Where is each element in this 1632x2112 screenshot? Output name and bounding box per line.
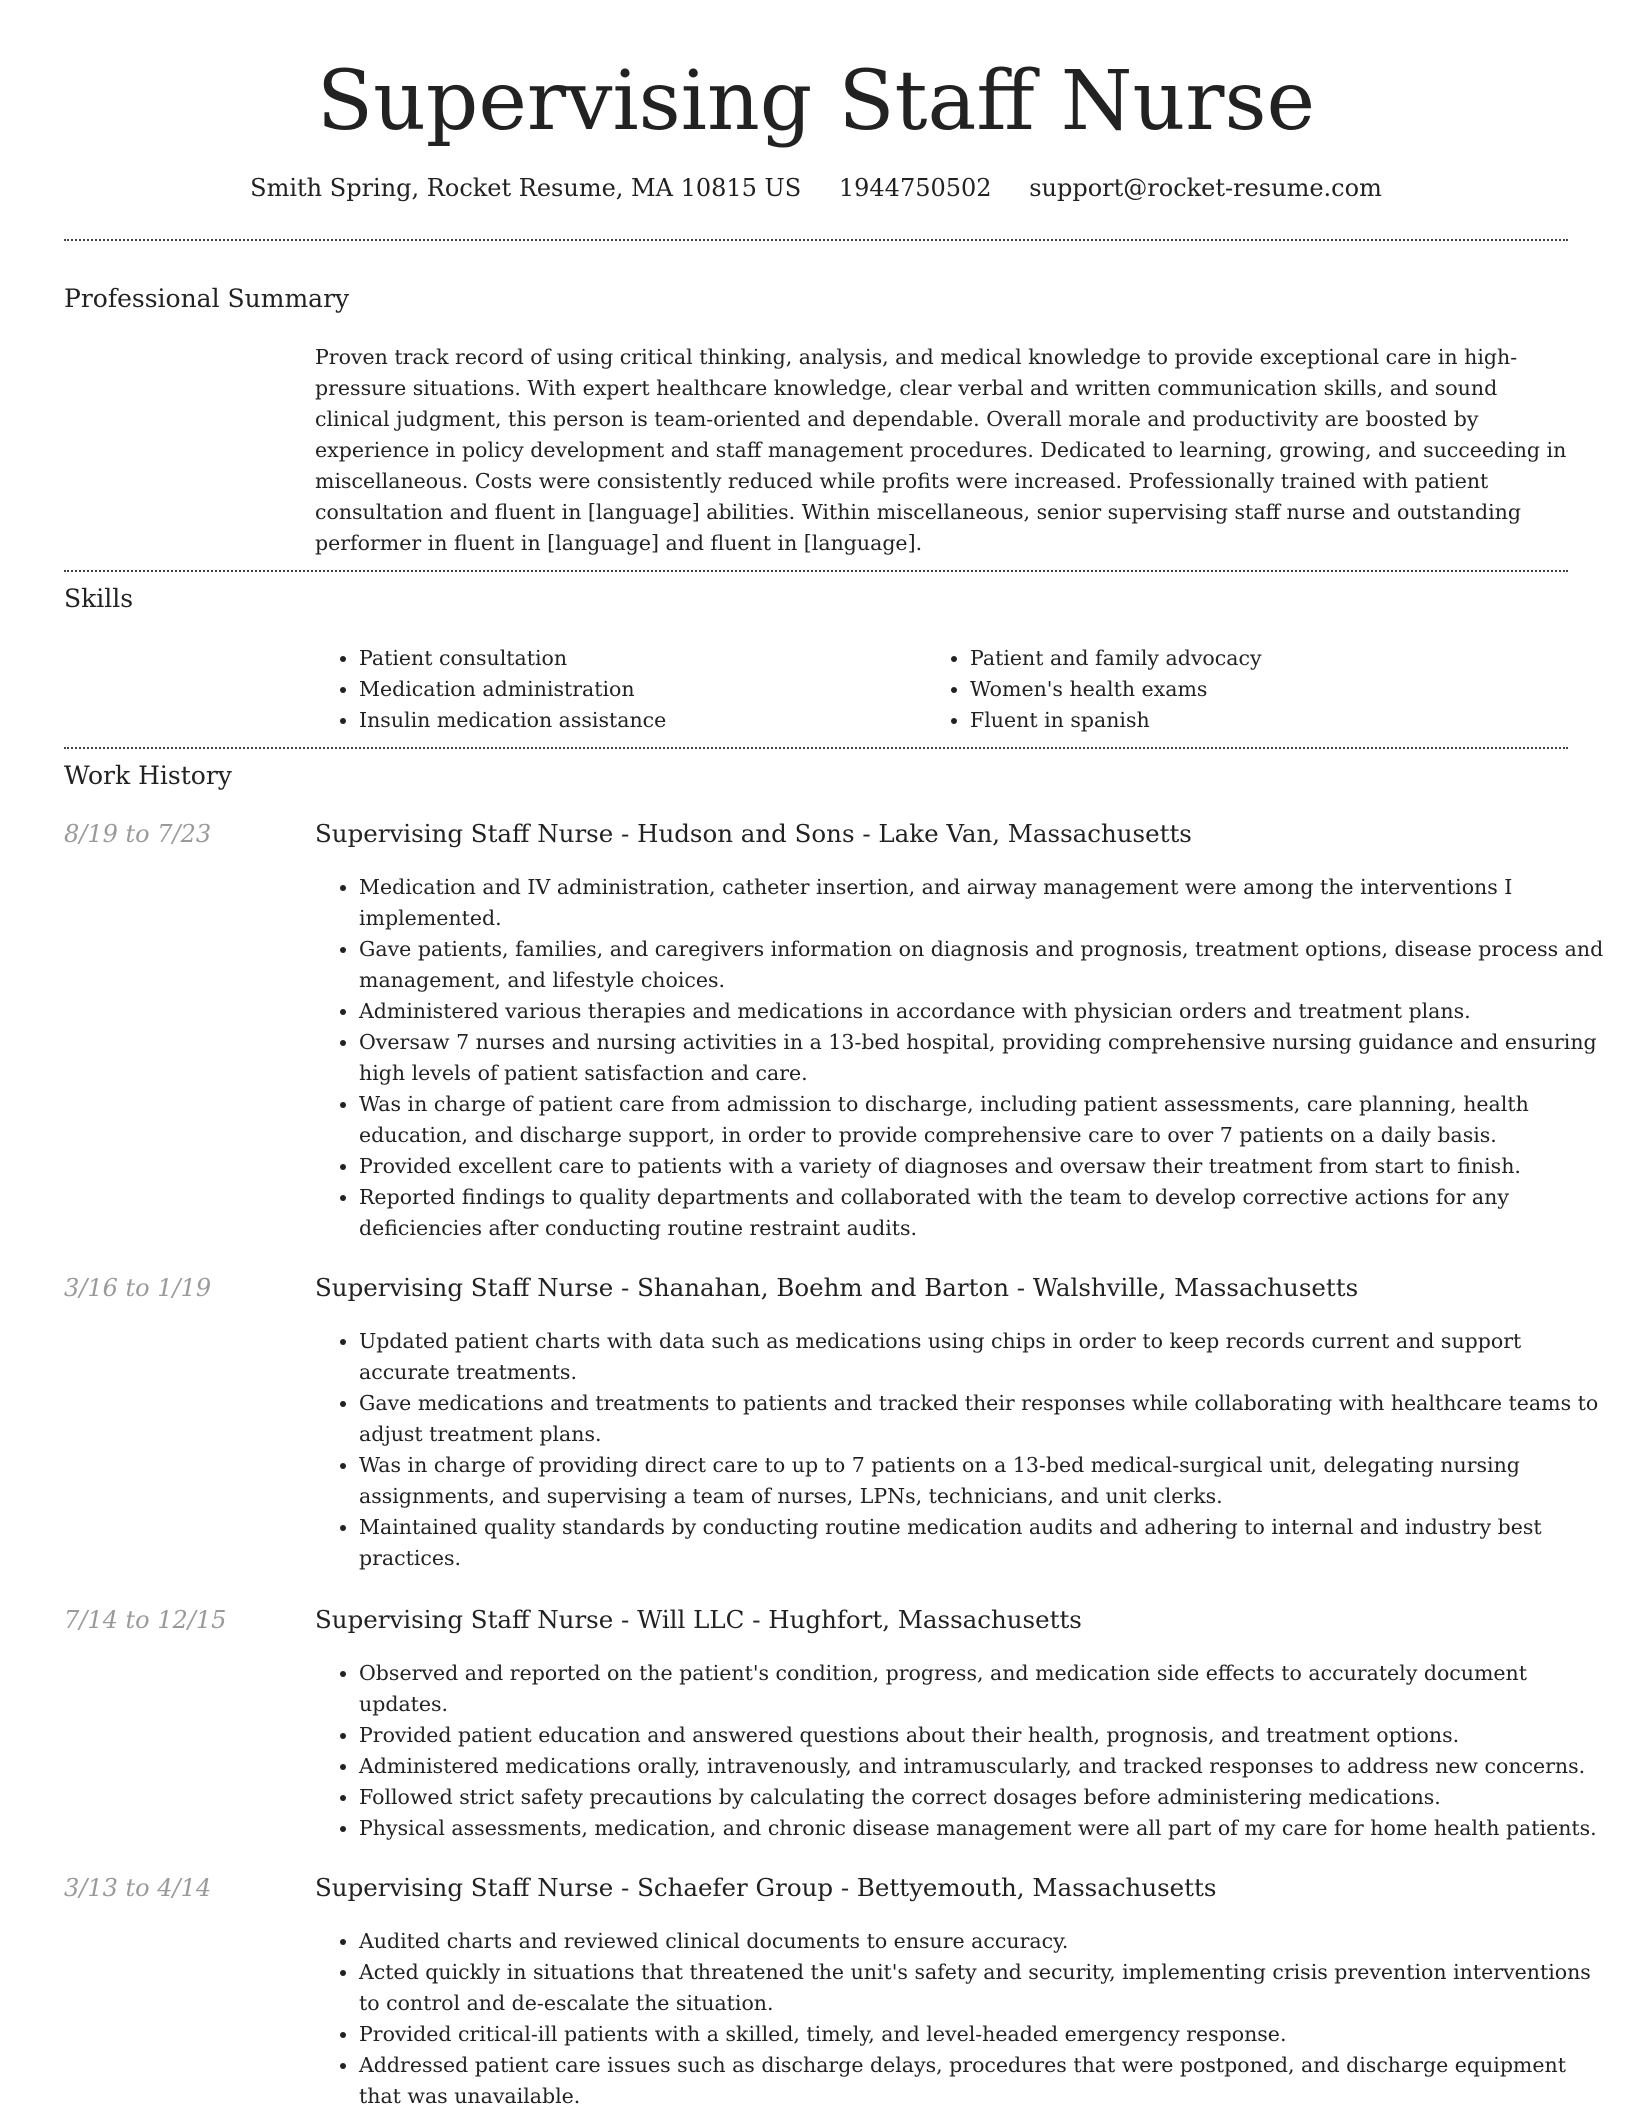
- job-title: Supervising Staff Nurse - Will LLC - Hughfort, Massachusetts: [315, 1605, 1082, 1634]
- job-bullet: • Provided critical-ill patients with a skilled, timely, and level-headed emergency response.: [359, 2019, 1614, 2050]
- job-bullet: • Reported findings to quality departments and collaborated with the team to develop corrective actions for any deficiencies after conducting routine restraint audits.: [359, 1182, 1614, 1244]
- job-bullet: • Observed and reported on the patient's condition, progress, and medication side effects to accurately document updates.: [359, 1658, 1614, 1720]
- job-bullet: • Provided patient education and answered questions about their health, prognosis, and treatment options.: [359, 1720, 1614, 1751]
- skills-list-left: [315, 643, 919, 736]
- contact-phone: 1944750502: [838, 174, 992, 202]
- skill-item: • Medication administration: [359, 674, 919, 705]
- section-title-summary: Professional Summary: [64, 284, 350, 313]
- skill-item: • Women's health exams: [970, 674, 1610, 705]
- skill-item: • Fluent in spanish: [970, 705, 1610, 736]
- divider: [64, 239, 1568, 241]
- skill-item: • Patient consultation: [359, 643, 919, 674]
- job-bullet: • Administered medications orally, intravenously, and intramuscularly, and tracked responses to address new concerns.: [359, 1751, 1614, 1782]
- job-bullet: • Administered various therapies and medications in accordance with physician orders and treatment plans.: [359, 996, 1614, 1027]
- job-bullets: [315, 1926, 1614, 2112]
- contact-address: Smith Spring, Rocket Resume, MA 10815 US: [250, 174, 802, 202]
- job-bullet: • Gave patients, families, and caregivers information on diagnosis and prognosis, treatment options, disease process and management, and lifestyle choices.: [359, 934, 1614, 996]
- job-bullet: • Audited charts and reviewed clinical documents to ensure accuracy.: [359, 1926, 1614, 1957]
- job-bullet: • Medication and IV administration, catheter insertion, and airway management were among the interventions I implemented.: [359, 872, 1614, 934]
- section-title-skills: Skills: [64, 584, 134, 613]
- job-bullet: • Updated patient charts with data such as medications using chips in order to keep records current and support accurate treatments.: [359, 1326, 1614, 1388]
- job-bullets: [315, 1658, 1614, 1844]
- divider: [64, 570, 1568, 572]
- job-bullet: • Acted quickly in situations that threatened the unit's safety and security, implementing crisis prevention interventions to control and de-escalate the situation.: [359, 1957, 1614, 2019]
- section-title-work-history: Work History: [64, 761, 232, 790]
- contact-line: [0, 170, 1632, 206]
- job-bullets: [315, 872, 1614, 1244]
- skills-list-right: [926, 643, 1610, 736]
- job-bullet: • Addressed patient care issues such as discharge delays, procedures that were postponed, and discharge equipment that was unavailable.: [359, 2050, 1614, 2112]
- job-bullet: • Maintained quality standards by conducting routine medication audits and adhering to internal and industry best practices.: [359, 1512, 1614, 1574]
- job-bullet: • Was in charge of patient care from admission to discharge, including patient assessments, care planning, health education, and discharge support, in order to provide comprehensive care to over 7 patients on a daily basis.: [359, 1089, 1614, 1151]
- contact-email: support@rocket-resume.com: [1029, 174, 1382, 202]
- job-dates: 8/19 to 7/23: [64, 820, 212, 848]
- job-title: Supervising Staff Nurse - Hudson and Sons - Lake Van, Massachusetts: [315, 819, 1192, 848]
- job-bullet: • Physical assessments, medication, and chronic disease management were all part of my care for home health patients.: [359, 1813, 1614, 1844]
- job-title: Supervising Staff Nurse - Shanahan, Boehm and Barton - Walshville, Massachusetts: [315, 1273, 1359, 1302]
- job-dates: 3/16 to 1/19: [64, 1274, 212, 1302]
- summary-text: Proven track record of using critical thinking, analysis, and medical knowledge to provide exceptional care in high-pressure situations. With expert healthcare knowledge, clear verbal and written communication skills, and sound clinical judgment, this person is team-oriented and dependable. Overall morale and productivity are boosted by experience in policy development and staff management procedures. Dedicated to learning, growing, and succeeding in miscellaneous. Costs were consistently reduced while profits were increased. Professionally trained with patient consultation and fluent in [language] abilities. Within miscellaneous, senior supervising staff nurse and outstanding performer in fluent in [language] and fluent in [language].: [315, 345, 1567, 555]
- job-bullet: • Oversaw 7 nurses and nursing activities in a 13-bed hospital, providing comprehensive nursing guidance and ensuring high levels of patient satisfaction and care.: [359, 1027, 1614, 1089]
- skill-item: • Patient and family advocacy: [970, 643, 1610, 674]
- skill-item: • Insulin medication assistance: [359, 705, 919, 736]
- job-title: Supervising Staff Nurse - Schaefer Group - Bettyemouth, Massachusetts: [315, 1873, 1217, 1902]
- divider: [64, 747, 1568, 749]
- job-bullet: • Gave medications and treatments to patients and tracked their responses while collaborating with healthcare teams to adjust treatment plans.: [359, 1388, 1614, 1450]
- job-bullet: • Followed strict safety precautions by calculating the correct dosages before administering medications.: [359, 1782, 1614, 1813]
- resume-name: Supervising Staff Nurse: [316, 54, 1316, 149]
- job-dates: 7/14 to 12/15: [64, 1606, 227, 1634]
- job-bullets: [315, 1326, 1614, 1574]
- job-dates: 3/13 to 4/14: [64, 1874, 212, 1902]
- job-bullet: • Provided excellent care to patients with a variety of diagnoses and oversaw their treatment from start to finish.: [359, 1151, 1614, 1182]
- job-bullet: • Was in charge of providing direct care to up to 7 patients on a 13-bed medical-surgical unit, delegating nursing assignments, and supervising a team of nurses, LPNs, technicians, and unit clerks.: [359, 1450, 1614, 1512]
